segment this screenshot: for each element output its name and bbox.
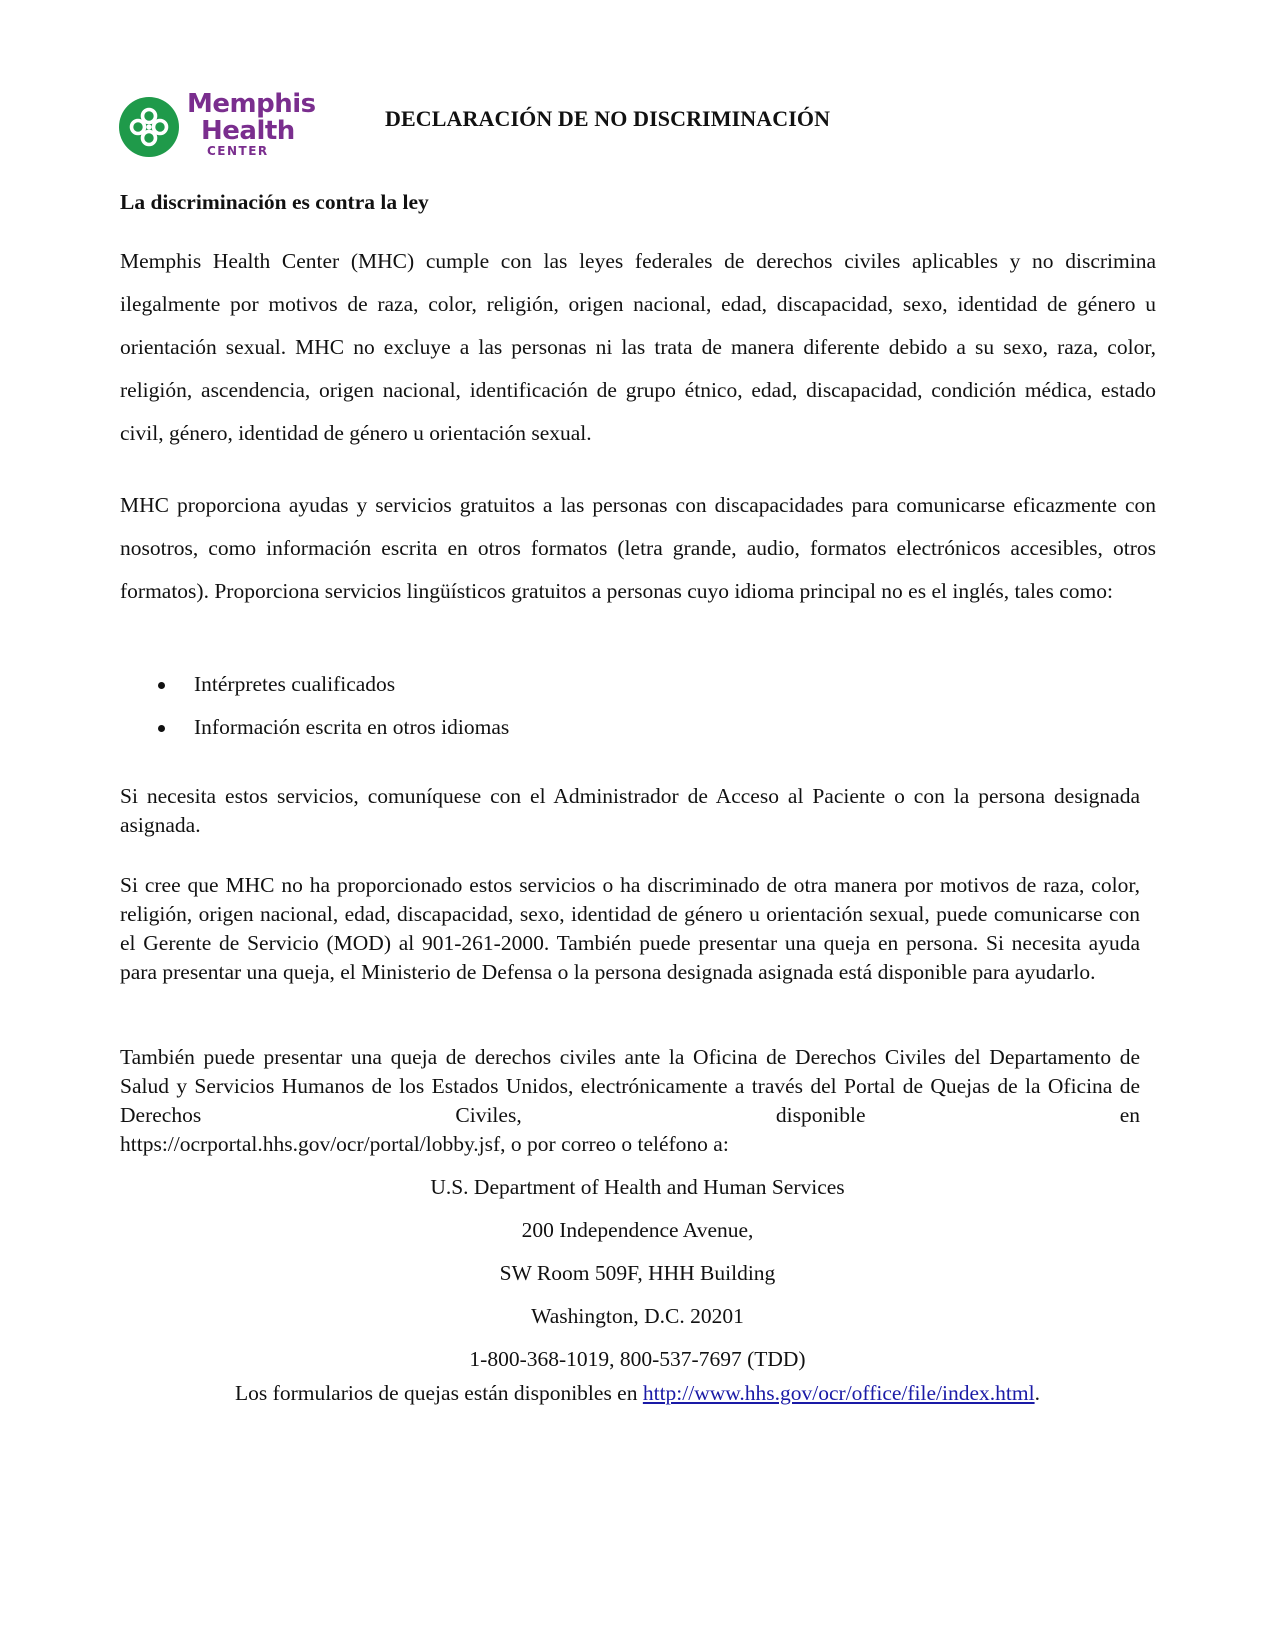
address-line: Washington, D.C. 20201 [531,1304,744,1328]
hhs-forms-link[interactable]: http://www.hhs.gov/ocr/office/file/index.html [642,1381,1035,1405]
paragraph-compliance: Memphis Health Center (MHC) cumple con las leyes federales de derechos civiles aplicables y no discrimina ilegalmente por motivos de raza, color, religión, origen nacional, edad, discapacidad, sexo, identidad de género u orientación sexual. MHC no excluye a las personas ni las trata de manera diferente debido a su sexo, raza, color, religión, ascendencia, origen nacional, identificación de grupo étnico, edad, discapacidad, condición médica, estado civil, género, identidad de género u orientación sexual. [120,249,1156,445]
address-phone: 1-800-368-1019, 800-537-7697 (TDD) [469,1347,806,1371]
forms-prefix: Los formularios de quejas están disponibles en [235,1381,643,1405]
paragraph-ocr-last: https://ocrportal.hhs.gov/ocr/portal/lobby.jsf, o por correo o teléfono a: [120,1132,729,1156]
list-item-text: Intérpretes cualificados [194,672,396,696]
logo-line-health: Health [201,116,295,146]
hhs-address-block [0,1166,1275,1381]
address-line: SW Room 509F, HHH Building [499,1261,776,1285]
paragraph-ocr [120,1043,1140,1159]
paragraph-services: MHC proporciona ayudas y servicios gratuitos a las personas con discapacidades para comunicarse eficazmente con nosotros, como información escrita en otros formatos (letra grande, audio, formatos electrónicos accesibles, otros formatos). Proporciona servicios lingüísticos gratuitos a personas cuyo idioma principal no es el inglés, tales como: [120,493,1156,603]
paragraph-ocr-main: También puede presentar una queja de derechos civiles ante la Oficina de Derechos Civiles del Departamento de Salud y Servicios Humanos de los Estados Unidos, electrónicamente a través del Portal de Quejas de la Oficina de Derechos Civiles, disponible en [120,1045,1140,1127]
bullet-icon [158,725,165,732]
memphis-health-center-logo [117,89,316,163]
address-line: 200 Independence Avenue, [521,1218,754,1242]
logo-line-center: CENTER [207,144,269,158]
logo-wordmark [187,91,316,157]
logo-line-memphis: Memphis [187,89,316,119]
logo-mark-icon [117,95,181,159]
document-title: DECLARACIÓN DE NO DISCRIMINACIÓN [385,106,831,131]
list-item [120,663,509,706]
paragraph-complaint: Si cree que MHC no ha proporcionado estos servicios o ha discriminado de otra manera por motivos de raza, color, religión, origen nacional, edad, discapacidad, sexo, identidad de género u orientación sexual, puede comunicarse con el Gerente de Servicio (MOD) al 901-261-2000. También puede presentar una queja en persona. Si necesita ayuda para presentar una queja, el Ministerio de Defensa o la persona designada asignada está disponible para ayudarlo. [120,873,1140,984]
forms-suffix: . [1034,1381,1040,1405]
section-subheading: La discriminación es contra la ley [120,190,429,214]
services-list [120,663,509,749]
list-item [120,706,509,749]
list-item-text: Información escrita en otros idiomas [194,715,510,739]
address-line: U.S. Department of Health and Human Services [430,1175,845,1199]
bullet-icon [158,682,165,689]
paragraph-contact: Si necesita estos servicios, comuníquese con el Administrador de Acceso al Paciente o con la persona designada asignada. [120,784,1140,837]
complaint-forms-line [0,1381,1275,1406]
